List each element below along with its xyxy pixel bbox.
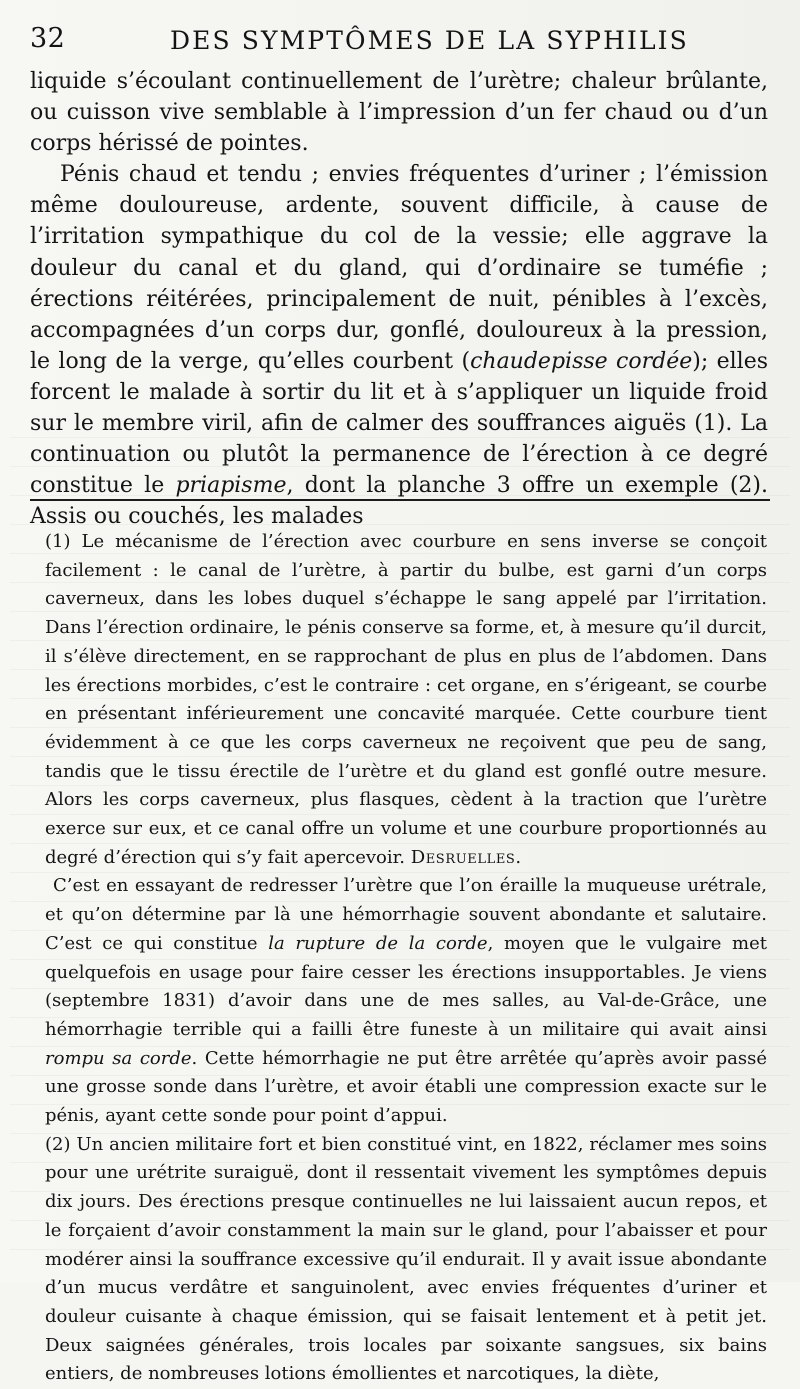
footnote-1-author: Desruelles. [410, 846, 522, 868]
footnote-1-paragraph-2-text-1: C’est en essayant de redresser l’urètre que l’on éraille la muqueuse urétrale, et qu’on détermine par là une hémorrhagie souvent abondante et salutaire. C’est ce qui constitue [45, 875, 767, 954]
main-paragraph-2-text-2: ); elles forcent le malade à sortir du lit et à s’appliquer un liquide froid sur le membre viril, afin de calmer des souffrances aiguës (1). La continuation ou plutôt la permanence de l’érection à ce degré constitue le [30, 348, 769, 499]
main-paragraph-2-italic-priapisme: priapisme [175, 473, 287, 499]
running-title: DES SYMPTÔMES DE LA SYPHILIS [170, 26, 689, 55]
main-paragraph-2-text-1: Pénis chaud et tendu ; envies fréquentes d’uriner ; l’émission même douloureuse, ardente, souvent difficile, à cause de l’irritation sympathique du col de la vessie; elle aggrave la douleur du canal et du gland, qui d’ordinaire se tuméfie ; érections réitérées, principalement de nuit, pénibles à l’excès, accompagnées d’un corps dur, gonflé, douloureux à la pression, le long de la verge, qu’elles courbent ( [30, 162, 768, 374]
footnote-2: (2) Un ancien militaire fort et bien constitué vint, en 1822, réclamer mes soins pour une urétrite suraiguë, dont il ressentait vivement les symptômes depuis dix jours. Des érections presque continuelles ne lui laissaient aucun repos, et le forçaient d’avoir constamment la main sur le gland, pour l’abaisser et pour modérer ainsi la souffrance excessive qu’il endurait. Il y avait issue abondante d’un mucus verdâtre et sanguinolent, avec envies fréquentes d’uriner et douleur cuisante à chaque émission, qui se faisait lentement et à petit jet. Deux saignées générales, trois locales par soixante sangsues, six bains entiers, de nombreuses lotions émollientes et narcotiques, la diète, [45, 1133, 767, 1385]
footnote-1-italic-corde: rompu sa corde [45, 1047, 192, 1069]
footnote-divider [30, 499, 770, 501]
footnotes [45, 528, 767, 1385]
main-paragraph-2-italic-chaudepisse: chaudepisse cordée [470, 348, 693, 374]
main-paragraph-2-text-3: , dont la planche 3 offre un exemple (2). Assis ou couchés, les malades [30, 473, 768, 530]
main-paragraph-1: liquide s’écoulant continuellement de l’urètre; chaleur brûlante, ou cuisson vive semblable à l’impression d’un fer chaud ou d’un corps hérissé de pointes. [30, 69, 768, 157]
footnote-1-text: (1) Le mécanisme de l’érection avec courbure en sens inverse se conçoit facilement : le canal de l’urètre, à partir du bulbe, est garni d’un corps caverneux, dans les lobes duquel s’échappe le sang appelé par l’irritation. Dans l’érection ordinaire, le pénis conserve sa forme, et, à mesure qu’il durcit, il s’élève directement, en se rapprochant de plus en plus de l’abdomen. Dans les érections morbides, c’est le contraire : cet organe, en s’érigeant, se courbe en présentant inférieurement une concavité marquée. Cette courbure tient évidemment à ce que les corps caverneux ne reçoivent que peu de sang, tandis que le tissu érectile de l’urètre et du gland est gonflé outre mesure. Alors les corps caverneux, plus flasques, cèdent à la traction que l’urètre exerce sur eux, et ce canal offre un volume et une courbure proportionnés au degré d’érection qui s’y fait apercevoir. [45, 531, 767, 868]
footnote-1-paragraph-2 [45, 872, 767, 1130]
footnote-1-paragraph-2-text-3: . Cette hémorrhagie ne put être arrêtée qu’après avoir passé une grosse sonde dans l’urètre, et avoir établi une compression exacte sur le pénis, ayant cette sonde pour point d’appui. [45, 1047, 767, 1127]
footnote-1 [45, 528, 767, 872]
footnote-1-italic-rupture: la rupture de la corde [268, 932, 488, 954]
main-text [30, 66, 769, 530]
page-header [30, 18, 770, 58]
footnote-1-paragraph-2-text-2: , moyen que le vulgaire met quelquefois en usage pour faire cesser les érections insupportables. Je viens (septembre 1831) d’avoir dans une de mes salles, au Val-de-Grâce, une hémorrhagie terrible qui a failli être funeste à un militaire qui avait ainsi [45, 932, 767, 1040]
main-paragraph-2 [30, 159, 768, 532]
page-number: 32 [30, 23, 66, 54]
